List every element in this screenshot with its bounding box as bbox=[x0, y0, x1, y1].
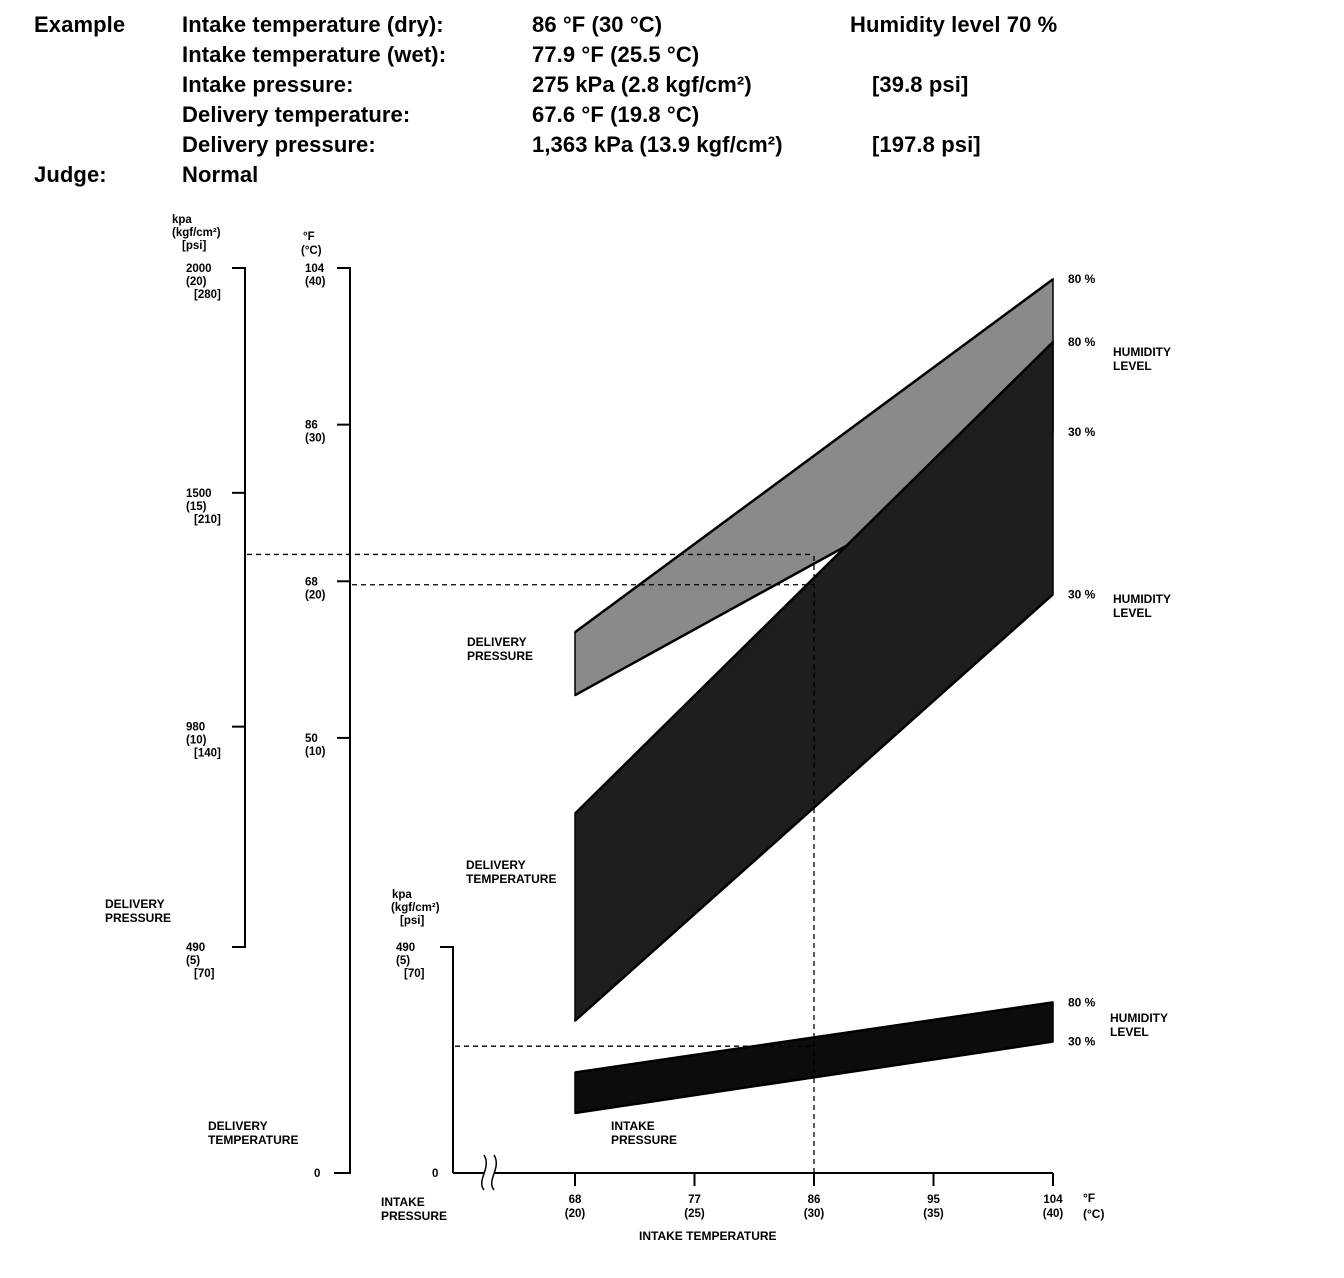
x-tick-c: (20) bbox=[564, 1208, 586, 1220]
dp-tick-kgf: (5) bbox=[186, 955, 201, 967]
dt-tick-c: (40) bbox=[305, 276, 326, 288]
ip-unit-psi: [psi] bbox=[400, 915, 425, 927]
delivery-pressure-axis bbox=[105, 214, 246, 980]
dt-unit-f: °F bbox=[303, 231, 315, 243]
intake-pressure-axis bbox=[381, 889, 454, 1223]
row-value-delivery-pressure: 1,363 kPa (13.9 kgf/cm²) bbox=[532, 132, 783, 157]
dp-unit-kgf: (kgf/cm²) bbox=[172, 227, 221, 239]
ip-zero-label: 0 bbox=[432, 1168, 439, 1180]
ip-unit-kgf: (kgf/cm²) bbox=[391, 902, 440, 914]
judge-value: Normal bbox=[182, 162, 259, 187]
band-label-intake-pressure: INTAKE PRESSURE bbox=[611, 1119, 678, 1147]
dp-tick-kgf: (20) bbox=[186, 276, 207, 288]
humidity-80-label: 80 % bbox=[1068, 334, 1096, 349]
x-axis-label: INTAKE TEMPERATURE bbox=[639, 1229, 777, 1243]
dp-tick-psi: [70] bbox=[194, 968, 215, 980]
dt-tick-label: 68 bbox=[305, 576, 318, 589]
dt-tick-c: (20) bbox=[305, 589, 326, 602]
ip-tick-kgf: (5) bbox=[396, 955, 411, 967]
dt-unit-c: (°C) bbox=[301, 245, 322, 257]
row-key-intake-pressure: Intake pressure: bbox=[182, 72, 354, 97]
x-tick-label: 104 bbox=[1043, 1194, 1063, 1206]
row-psi-intake-pressure: [39.8 psi] bbox=[872, 72, 969, 97]
ip-tick-psi: [70] bbox=[404, 968, 425, 980]
dp-unit-kpa: kpa bbox=[172, 214, 192, 226]
bands-layer bbox=[575, 279, 1053, 1113]
x-unit-c: (°C) bbox=[1083, 1207, 1105, 1221]
dp-tick-label: 1500 bbox=[186, 487, 212, 500]
example-label: Example bbox=[34, 12, 126, 37]
humidity-80-label: 80 % bbox=[1068, 272, 1096, 287]
row-value-intake-pressure: 275 kPa (2.8 kgf/cm²) bbox=[532, 72, 752, 97]
row-value-intake-dry: 86 °F (30 °C) bbox=[532, 12, 663, 37]
band-label-delivery-pressure: DELIVERY PRESSURE bbox=[467, 635, 534, 663]
intake-temperature-axis bbox=[453, 1155, 1104, 1243]
row-value-intake-wet: 77.9 °F (25.5 °C) bbox=[532, 42, 700, 67]
dp-unit-psi: [psi] bbox=[182, 240, 207, 252]
row-key-delivery-pressure: Delivery pressure: bbox=[182, 132, 376, 157]
axis-break-mark bbox=[482, 1155, 497, 1190]
judge-label: Judge: bbox=[34, 162, 107, 187]
humidity-80-label: 80 % bbox=[1068, 995, 1096, 1010]
dp-tick-label: 980 bbox=[186, 721, 206, 734]
row-psi-delivery-pressure: [197.8 psi] bbox=[872, 132, 981, 157]
dt-axis-label: DELIVERY TEMPERATURE bbox=[208, 1119, 299, 1147]
x-unit-f: °F bbox=[1083, 1191, 1096, 1205]
humidity-30-label: 30 % bbox=[1068, 1034, 1096, 1049]
row-value-delivery-temp: 67.6 °F (19.8 °C) bbox=[532, 102, 700, 127]
dp-tick-psi: [280] bbox=[194, 289, 221, 301]
humidity-label-1: HUMIDITY LEVEL bbox=[1113, 345, 1171, 373]
x-tick-label: 77 bbox=[688, 1194, 701, 1206]
delivery-temperature-axis bbox=[208, 231, 351, 1180]
dp-tick-kgf: (15) bbox=[186, 500, 207, 513]
x-tick-c: (30) bbox=[803, 1208, 825, 1220]
dt-tick-label: 104 bbox=[305, 263, 325, 275]
dp-tick-psi: [210] bbox=[194, 513, 221, 526]
x-tick-label: 95 bbox=[927, 1194, 940, 1206]
x-tick-c: (35) bbox=[923, 1208, 944, 1220]
row-key-intake-dry: Intake temperature (dry): bbox=[182, 12, 444, 37]
x-tick-label: 86 bbox=[807, 1194, 821, 1206]
dt-tick-label: 50 bbox=[305, 732, 318, 745]
humidity-30-label: 30 % bbox=[1068, 587, 1096, 602]
row-key-delivery-temp: Delivery temperature: bbox=[182, 102, 411, 127]
ip-axis-label: INTAKE PRESSURE bbox=[381, 1195, 448, 1223]
x-tick-label: 68 bbox=[568, 1194, 582, 1206]
ip-unit-kpa: kpa bbox=[392, 889, 412, 901]
humidity-example: Humidity level 70 % bbox=[850, 12, 1058, 37]
dt-tick-c: (10) bbox=[305, 745, 326, 758]
dp-tick-label: 490 bbox=[186, 942, 206, 954]
dp-tick-kgf: (10) bbox=[186, 734, 207, 747]
band-label-delivery-temperature: DELIVERY TEMPERATURE bbox=[466, 858, 557, 886]
row-key-intake-wet: Intake temperature (wet): bbox=[182, 42, 447, 67]
dt-tick-c: (30) bbox=[305, 432, 326, 445]
dp-tick-psi: [140] bbox=[194, 747, 221, 760]
ip-tick-label: 490 bbox=[396, 942, 416, 954]
humidity-label-2: HUMIDITY LEVEL bbox=[1113, 592, 1171, 620]
humidity-label-3: HUMIDITY LEVEL bbox=[1110, 1011, 1168, 1039]
humidity-30-label: 30 % bbox=[1068, 425, 1096, 440]
x-tick-c: (25) bbox=[684, 1208, 705, 1220]
dt-tick-label: 86 bbox=[305, 419, 318, 432]
dt-zero-label: 0 bbox=[314, 1168, 321, 1180]
x-tick-c: (40) bbox=[1042, 1208, 1064, 1220]
dp-tick-label: 2000 bbox=[186, 263, 212, 275]
dp-axis-label: DELIVERY PRESSURE bbox=[105, 897, 172, 925]
